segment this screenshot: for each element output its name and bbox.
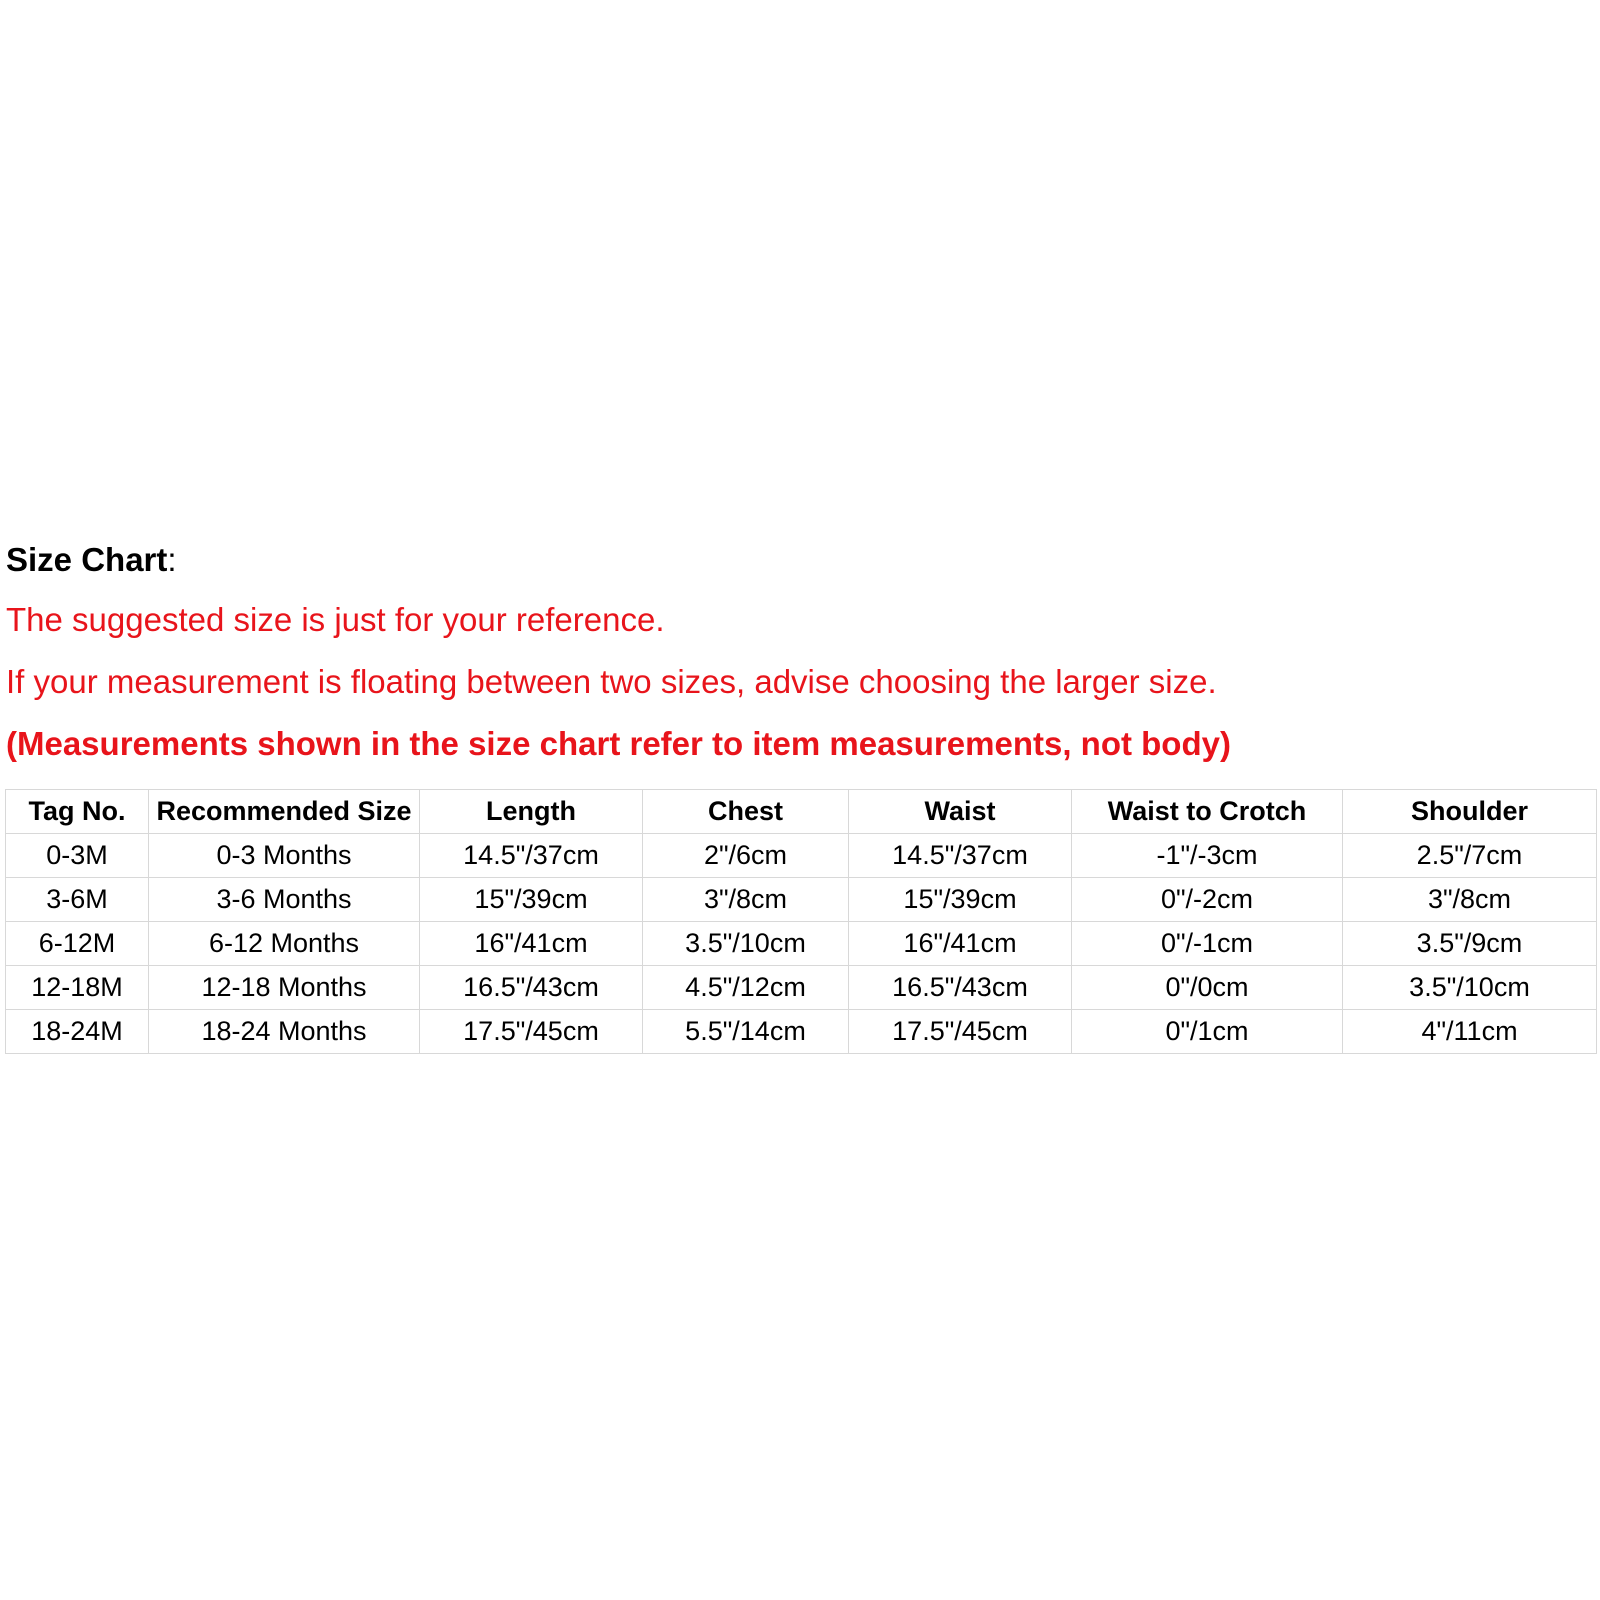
size-chart-heading: [6, 540, 1596, 580]
table-row: [6, 1010, 1597, 1054]
column-header-shoulder: Shoulder: [1343, 790, 1597, 834]
size-chart-section: [6, 540, 1596, 764]
cell-chest: 5.5"/14cm: [643, 1010, 849, 1054]
table-row: [6, 834, 1597, 878]
cell-recommended-size: 12-18 Months: [149, 966, 420, 1010]
cell-recommended-size: 6-12 Months: [149, 922, 420, 966]
cell-chest: 2"/6cm: [643, 834, 849, 878]
cell-tag-no: 12-18M: [6, 966, 149, 1010]
cell-waist-to-crotch: 0"/0cm: [1072, 966, 1343, 1010]
cell-recommended-size: 0-3 Months: [149, 834, 420, 878]
cell-waist: 14.5"/37cm: [849, 834, 1072, 878]
table-row: [6, 878, 1597, 922]
cell-length: 15"/39cm: [420, 878, 643, 922]
cell-waist: 15"/39cm: [849, 878, 1072, 922]
sizing-advice-note: If your measurement is floating between two sizes, advise choosing the larger size.: [6, 663, 1217, 700]
cell-shoulder: 3.5"/9cm: [1343, 922, 1597, 966]
size-chart-colon: :: [167, 541, 177, 578]
column-header-waist-to-crotch: Waist to Crotch: [1072, 790, 1343, 834]
cell-length: 16.5"/43cm: [420, 966, 643, 1010]
column-header-waist: Waist: [849, 790, 1072, 834]
column-header-recommended-size: Recommended Size: [149, 790, 420, 834]
column-header-length: Length: [420, 790, 643, 834]
column-header-tag-no: Tag No.: [6, 790, 149, 834]
cell-chest: 3.5"/10cm: [643, 922, 849, 966]
cell-tag-no: 6-12M: [6, 922, 149, 966]
cell-tag-no: 18-24M: [6, 1010, 149, 1054]
cell-shoulder: 2.5"/7cm: [1343, 834, 1597, 878]
cell-chest: 3"/8cm: [643, 878, 849, 922]
cell-waist: 16"/41cm: [849, 922, 1072, 966]
cell-tag-no: 0-3M: [6, 834, 149, 878]
cell-length: 17.5"/45cm: [420, 1010, 643, 1054]
cell-recommended-size: 3-6 Months: [149, 878, 420, 922]
cell-waist-to-crotch: -1"/-3cm: [1072, 834, 1343, 878]
cell-recommended-size: 18-24 Months: [149, 1010, 420, 1054]
size-chart-title: Size Chart: [6, 541, 168, 578]
cell-chest: 4.5"/12cm: [643, 966, 849, 1010]
table-row: [6, 922, 1597, 966]
cell-shoulder: 4"/11cm: [1343, 1010, 1597, 1054]
column-header-chest: Chest: [643, 790, 849, 834]
cell-tag-no: 3-6M: [6, 878, 149, 922]
cell-length: 14.5"/37cm: [420, 834, 643, 878]
cell-waist: 17.5"/45cm: [849, 1010, 1072, 1054]
cell-waist: 16.5"/43cm: [849, 966, 1072, 1010]
cell-waist-to-crotch: 0"/-2cm: [1072, 878, 1343, 922]
cell-shoulder: 3"/8cm: [1343, 878, 1597, 922]
reference-note: The suggested size is just for your reference.: [6, 601, 665, 638]
size-table: [5, 789, 1597, 1054]
table-row: [6, 966, 1597, 1010]
cell-length: 16"/41cm: [420, 922, 643, 966]
cell-waist-to-crotch: 0"/-1cm: [1072, 922, 1343, 966]
cell-waist-to-crotch: 0"/1cm: [1072, 1010, 1343, 1054]
cell-shoulder: 3.5"/10cm: [1343, 966, 1597, 1010]
table-header-row: [6, 790, 1597, 834]
measurement-disclaimer: (Measurements shown in the size chart refer to item measurements, not body): [6, 725, 1231, 762]
